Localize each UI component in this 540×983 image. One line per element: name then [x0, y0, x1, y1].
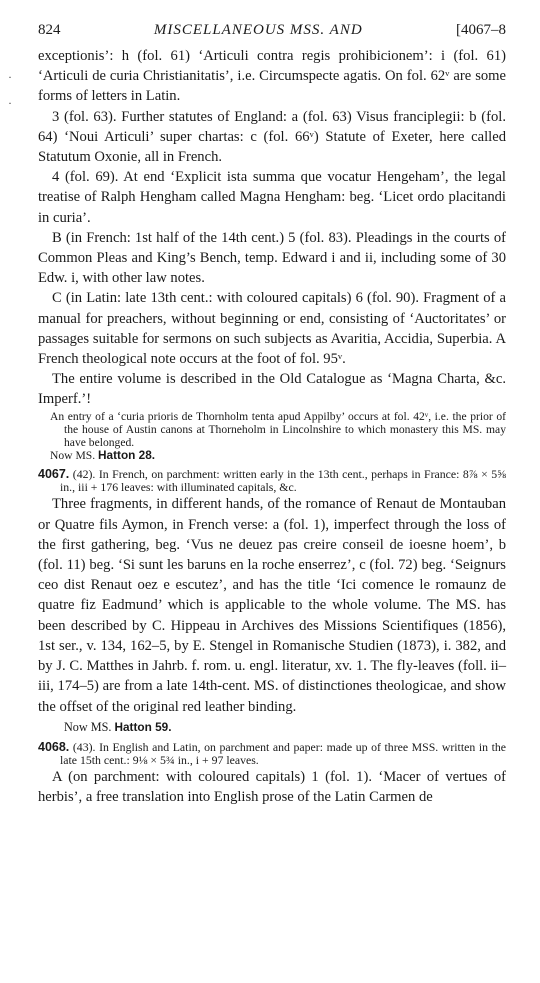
shelfmark: Hatton 59.: [114, 719, 172, 734]
paragraph-catalogue: The entire volume is described in the Old Catalogue as ‘Magna Charta, &c. Imperf.’!: [38, 371, 506, 408]
paragraph-continued: exceptionis’: h (fol. 61) ‘Articuli contra regis prohibicionem’: i (fol. 61) ‘Articuli de curia Christianitatis’, i.e. Circumspecte agatis. On fol. 62ᵛ are some forms of letters in Latin.: [38, 48, 506, 105]
entry-4067-shelfmark-line: [38, 719, 506, 735]
header-title: MISCELLANEOUS MSS. AND: [153, 22, 363, 38]
header-range: [4067–8: [456, 22, 506, 38]
shelfmark: Hatton 28.: [98, 448, 156, 463]
paragraph-item-3: 3 (fol. 63). Further statutes of England: a (fol. 63) Visus franciplegii: b (fol. 64) ‘Noui Articuli’ super chartas: c (fol. 66ᵛ) Statute of Exeter, here called Statutum Oxonie, all in French.: [38, 108, 506, 166]
margin-mark: ·: [8, 96, 12, 110]
paragraph-part-c: C (in Latin: late 13th cent.: with coloured capitals) 6 (fol. 90). Fragment of a manual for preachers, without beginning or end, consisting of ‘Auctoritates’ or passages suitable for sermons on such subjects as Avaritia, Accidia, Superbia. A French theological note occurs at the foot of fol. 95ᵛ.: [38, 290, 506, 368]
entry-number: 4067.: [38, 467, 70, 482]
entry-4068-head: [38, 741, 506, 767]
entry-4067-head: [38, 468, 506, 494]
paragraph-item-4: 4 (fol. 69). At end ‘Explicit ista summa que vocatur Hengeham’, the legal treatise of Ralph Hengham called Magna Hengham: beg. ‘Licet ordo placitandi in curia’.: [38, 169, 506, 226]
document-page: [38, 22, 506, 807]
entry-description: (43). In English and Latin, on parchment and paper: made up of three MSS. written in the late 15th cent.: 9⅛ × 5¾ in., i + 97 leaves.: [60, 739, 506, 767]
shelfmark-prefix: Now MS.: [64, 719, 112, 734]
shelfmark-prefix: Now MS.: [50, 449, 96, 463]
running-header: [38, 22, 506, 44]
paragraph-part-b: B (in French: 1st half of the 14th cent.) 5 (fol. 83). Pleadings in the courts of Common Pleas and King’s Bench, temp. Edward i and ii, including some of 30 Edw. i, with other law notes.: [38, 229, 506, 287]
shelfmark-line: [38, 449, 506, 462]
entry-description: (42). In French, on parchment: written early in the 13th cent., perhaps in France: 8⅞ × 5⅝ in., iii + 176 leaves: with illuminated capitals, &c.: [60, 467, 506, 495]
entry-number: 4068.: [38, 739, 70, 754]
entry-4067-body: Three fragments, in different hands, of the romance of Renaut de Montauban or Quatre fils Aymon, in French verse: a (fol. 1), imperfect through the loss of the first gathering, beg. ‘Vus ne deuez pas creire conseil de ioesne hoem’, b (fol. 11) beg. ‘Si sunt les baruns en la roche enserrez’, c (fol. 72) beg. ‘Seignurs ceo dist Renaut oez e escutez’, and has the title ‘Ici comence le romaunz de quatre fiz Eadmund’ which is applicable to the whole volume. The MS. has been described by C. Hippeau in Archives des Missions Scientifiques (1856), 1st ser., v. 134, 162–5, by E. Stengel in Romanische Studien (1873), i. 382, and by J. C. Matthes in Jahrb. f. rom. u. engl. literatur, xv. 1. The fly-leaves (foll. ii–iii, 174–5) are from a late 14th-cent. MS. of distinctiones theologicae, and show the offset of the original red leather binding.: [38, 496, 506, 715]
footnote-thornholm: An entry of a ‘curia prioris de Thornholm tenta apud Appilby’ occurs at fol. 42ᵛ, i.e. the prior of the house of Austin canons at Thorneholm in Lincolnshire to which monastery this MS. may have belonged.: [50, 409, 506, 450]
page-number: 824: [38, 22, 61, 38]
margin-mark: ·: [8, 70, 12, 84]
entry-4068-body: A (on parchment: with coloured capitals) 1 (fol. 1). ‘Macer of vertues of herbis’, a free translation into English prose of the Latin Carmen de: [38, 768, 506, 805]
